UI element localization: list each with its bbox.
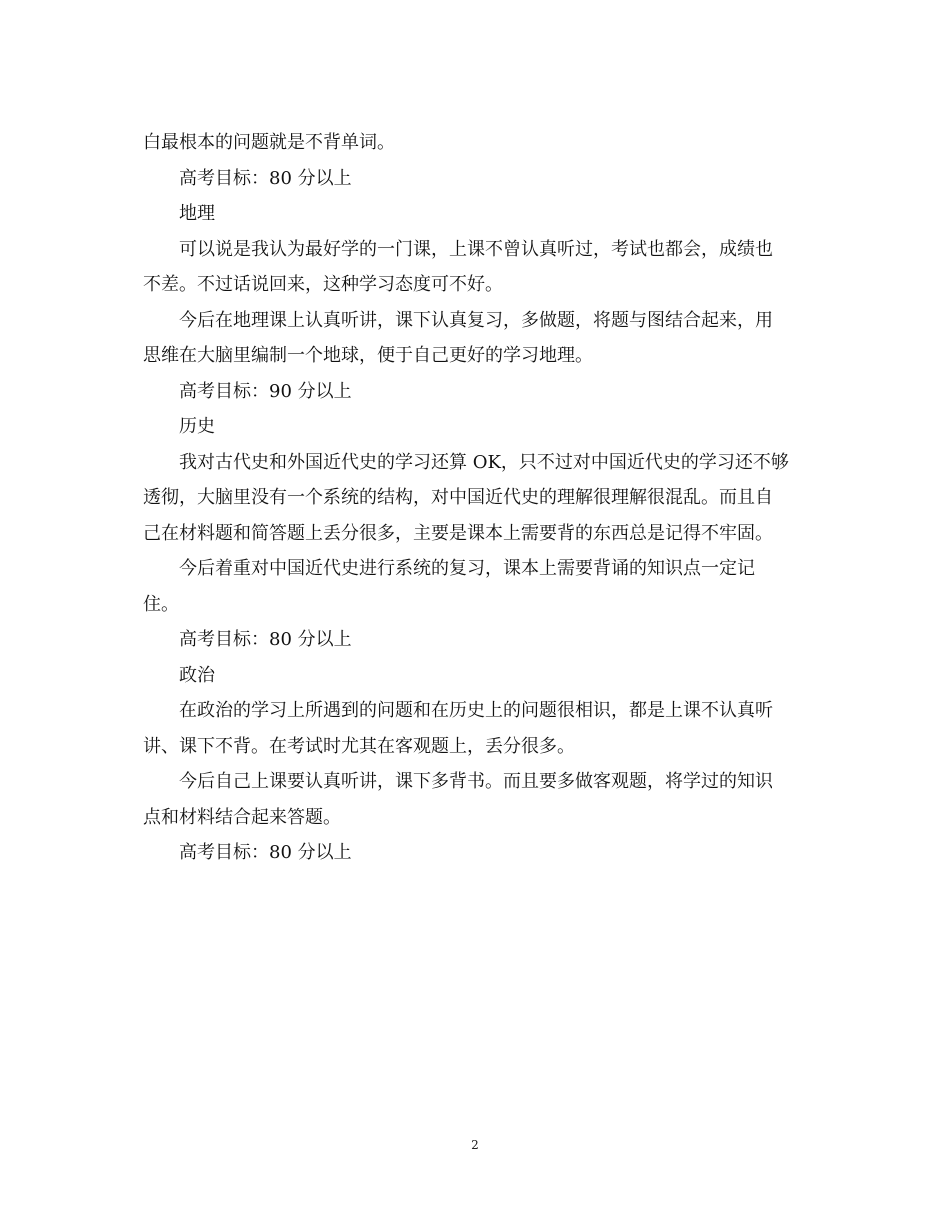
paragraph-continuation-line: 白最根本的问题就是不背单词。	[143, 132, 395, 153]
history-paragraph-1-line-3: 己在材料题和简答题上丢分很多，主要是课本上需要背的东西总是记得不牢固。	[143, 522, 773, 544]
section-heading-history: 历史	[179, 416, 215, 437]
exam-target-politics: 高考目标：80 分以上	[179, 842, 352, 863]
history-paragraph-2-line-1: 今后着重对中国近代史进行系统的复习，课本上需要背诵的知识点一定记	[179, 558, 755, 579]
exam-target-history: 高考目标：80 分以上	[179, 629, 352, 650]
geography-paragraph-2-line-2: 思维在大脑里编制一个地球，便于自己更好的学习地理。	[143, 345, 593, 366]
document-body	[143, 127, 808, 873]
exam-target-english: 高考目标：80 分以上	[179, 167, 352, 189]
politics-paragraph-2-line-1: 今后自己上课要认真听讲，课下多背书。而且要多做客观题，将学过的知识	[179, 771, 773, 792]
page-number: 2	[471, 1138, 479, 1152]
politics-paragraph-2-line-2: 点和材料结合起来答题。	[143, 806, 341, 828]
geography-paragraph-1-line-2: 不差。不过话说回来，这种学习态度可不好。	[143, 274, 503, 295]
politics-paragraph-1-line-1: 在政治的学习上所遇到的问题和在历史上的问题很相识，都是上课不认真听	[179, 700, 773, 721]
history-paragraph-1-line-1: 我对古代史和外国近代史的学习还算 OK，只不过对中国近代史的学习还不够	[179, 451, 789, 473]
politics-paragraph-1-line-2: 讲、课下不背。在考试时尤其在客观题上，丢分很多。	[143, 735, 575, 757]
geography-paragraph-1-line-1: 可以说是我认为最好学的一门课，上课不曾认真听过，考试也都会，成绩也	[179, 238, 773, 260]
history-paragraph-1-line-2: 透彻，大脑里没有一个系统的结构，对中国近代史的理解很理解很混乱。而且自	[143, 487, 773, 508]
section-heading-politics: 政治	[179, 664, 215, 686]
exam-target-geography: 高考目标：90 分以上	[179, 380, 352, 402]
history-paragraph-2-line-2: 住。	[143, 593, 179, 615]
geography-paragraph-2-line-1: 今后在地理课上认真听讲，课下认真复习，多做题，将题与图结合起来，用	[179, 309, 773, 331]
section-heading-geography: 地理	[179, 203, 215, 224]
